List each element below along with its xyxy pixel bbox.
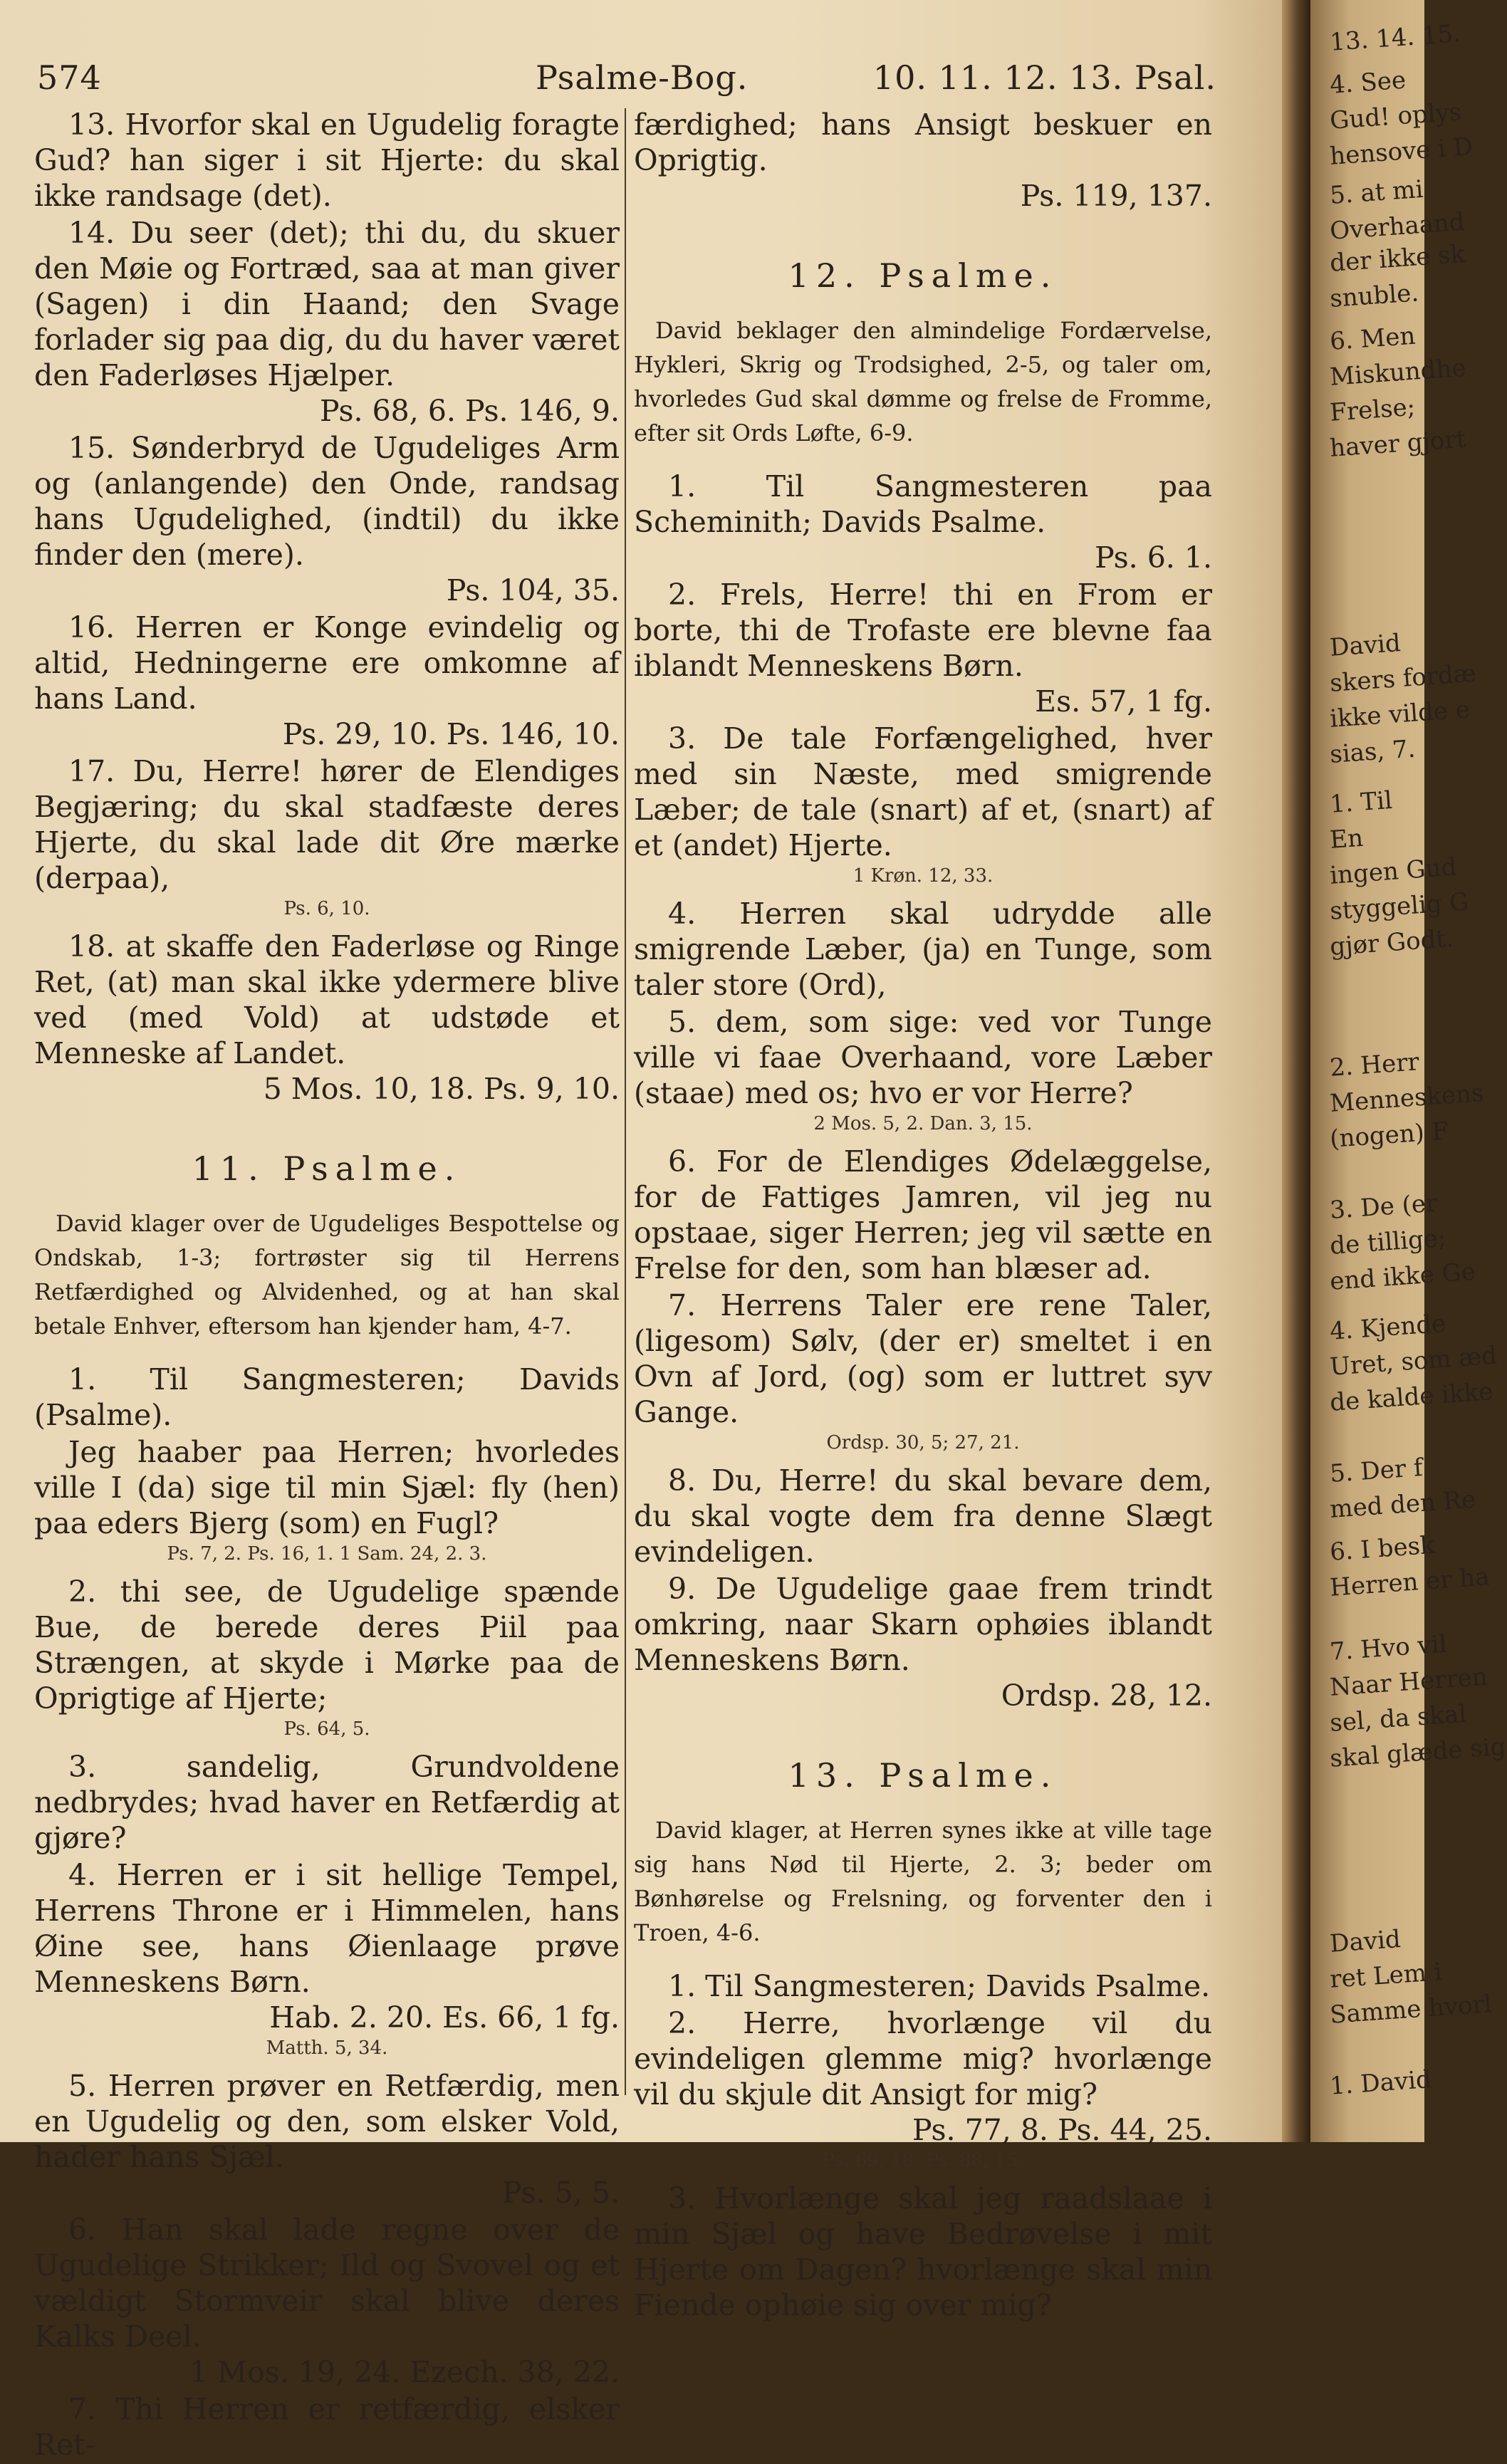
cross-reference: Ps. 69, 18. Ps. 88, 15. [822,2150,1024,2171]
cross-reference: Ordsp. 30, 5; 27, 21. [826,1432,1020,1453]
verse [34,430,620,608]
verse-reference: Ps. 29, 10. Ps. 146, 10. [282,717,620,751]
verse-text: 5. Herren prøver en Retfærdig, men en Ugudelig og den, som elsker Vold, hader hans Sjæl. [34,2069,620,2174]
next-page-fragment: 4. See [1329,66,1407,100]
psalm-11-title: 11. Psalme. [192,1149,462,1188]
verse-text: 6. Han skal lade regne over de Ugudelige Strikker; Ild og Svovel og et vældigt Stormveir skal blive deres Kalks Deel. [34,2213,620,2354]
next-page-fragment: styggelig G [1329,887,1470,926]
next-page-fragment: Miskundhe [1329,353,1467,392]
cross-reference: Ps. 6, 10. [283,898,370,919]
next-page-fragment: 7. Hvo vil [1329,1629,1448,1666]
verse-continuation [634,107,1212,214]
next-page-fragment: David [1329,1925,1402,1958]
verse-reference: Es. 57, 1 fg. [1035,684,1212,719]
verse-text: færdighed; hans Ansigt beskuer en Oprigtig. [634,108,1212,177]
column-divider [625,108,626,2095]
verse [34,610,620,752]
verse-reference: 1 Mos. 19, 24. Ezech. 38, 22. [189,2355,620,2389]
cross-reference: Ps. 64, 5. [283,1718,370,1740]
cross-reference: 1 Krøn. 12, 33. [852,865,994,887]
verse: 7. Thi Herren er retfærdig, elsker Ret- [34,2392,620,2462]
psalm-10-verses [34,107,620,1107]
verse-reference: Ps. 77, 8. Ps. 44, 25. [912,2113,1212,2147]
psalm-13-summary: David klager, at Herren synes ikke at ville tage sig hans Nød til Hjerte, 2. 3; beder om Bønhørelse og Frelsning, og forventer den i Troen, 4-6. [634,1817,1212,1946]
verse [34,2068,620,2210]
verse-text: 9. De Ugudelige gaae frem trindt omkring, naar Skarn ophøies iblandt Menneskens Børn. [634,1572,1212,1677]
next-page-fragment: 5. at mi [1329,174,1424,210]
next-page-fragment: skal glæde sig [1329,1732,1507,1773]
cross-reference: Matth. 5, 34. [266,2037,388,2059]
next-page-fragment: 6. I besk [1329,1530,1436,1567]
verse [634,1571,1212,1713]
next-page-fragment: end ikke Ge [1329,1257,1477,1296]
verse-text: 14. Du seer (det); thi du, du skuer den Møie og Fortræd, saa at man giver (Sagen) i din Haand; den Svage forlader sig paa dig, du du haver været den Faderløses Hjælper. [34,216,620,392]
next-page-fragment: 5. Der f [1329,1453,1424,1488]
verse: 4. Herren skal udrydde alle smigrende Læber, (ja) en Tunge, som taler store (Ord), [634,897,1212,1002]
verse: 5. dem, som sige: ved vor Tunge ville vi faae Overhaand, vore Læber (staae) med os; hvo er vor Herre? [634,1005,1212,1110]
verse: 1. Til Sangmesteren; Davids (Psalme). [34,1362,620,1432]
next-page-fragment: 13. 14. 15. [1329,19,1462,57]
verse-text: 13. Hvorfor skal en Ugudelig foragte Gud? han siger i sit Hjerte: du skal ikke randsage (det). [34,108,620,213]
verse-reference: 5 Mos. 10, 18. Ps. 9, 10. [263,1072,620,1106]
next-page-fragment: haver gjort [1329,424,1467,463]
next-page-fragment: sias, 7. [1329,734,1417,769]
verse-reference: Ps. 104, 35. [446,573,620,607]
psalm-11-summary: David klager over de Ugudeliges Bespottelse og Ondskab, 1-3; fortrøster sig til Herrens Retfærdighed og Alvidenhed, og at han skal betale Enhver, eftersom han kjender ham, 4-7. [34,1210,620,1340]
next-page-fragment: ikke vilde e [1329,695,1471,734]
verse: 8. Du, Herre! du skal bevare dem, du skal vogte dem fra denne Slægt evindeligen. [634,1463,1212,1569]
verse-reference: Ps. 6. 1. [1095,541,1212,575]
next-page-fragment: Samme hvorl [1329,1990,1493,2030]
verse [34,107,620,214]
next-page-fragment: ingen Gud [1329,852,1458,890]
verse [34,1857,620,2035]
verse [634,577,1212,719]
verse-reference: Ordsp. 28, 12. [1001,1679,1212,1713]
verse-reference: Ps. 119, 137. [1020,179,1212,213]
verse [34,215,620,429]
psalm-12-title: 12. Psalme. [788,256,1058,295]
verse: 1. Til Sangmesteren; Davids Psalme. [668,1969,1211,2003]
next-page-fragment: sel, da skal [1329,1699,1468,1738]
verse-text: 16. Herren er Konge evindelig og altid, Hedningerne ere omkomne af hans Land. [34,610,620,716]
next-page-fragment: med den Re [1329,1485,1477,1524]
next-page-fragment: Herren er ha [1329,1562,1491,1602]
verse-text: 17. Du, Herre! hører de Elendiges Begjæring; du skal stadfæste deres Hjerte, du skal lade dit Øre mærke (derpaa), [34,754,620,895]
next-page-fragment: 3. De (er [1329,1189,1439,1225]
page-number: 574 [37,58,102,97]
verse [34,2212,620,2390]
verse [34,753,620,896]
book-page-right-edge [1310,0,1507,2142]
next-page-fragment: En [1329,823,1365,855]
next-page-fragment: Overhaand [1329,207,1466,246]
next-page-fragment: Frelse; [1329,392,1417,427]
running-title: Psalme-Bog. [536,58,749,97]
verse-text: 15. Sønderbryd de Ugudeliges Arm og (anlangende) den Onde, randsag hans Ugudelighed, (indtil) du ikke finder den (mere). [34,431,620,572]
verse: 3. sandelig, Grundvoldene nedbrydes; hvad haver en Retfærdig at gjøre? [34,1750,620,1855]
verse: 6. For de Elendiges Ødelæggelse, for de Fattiges Jamren, vil jeg nu opstaae, siger Herren; jeg vil sætte en Frelse for den, som han blæser ad. [634,1144,1212,1285]
verse: 2. thi see, de Ugudelige spænde Bue, de berede deres Piil paa Strængen, at skyde i Mørke paa de Oprigtige af Hjerte; [34,1575,620,1716]
left-column [34,107,620,2464]
verse [634,469,1212,575]
verse-reference: Ps. 68, 6. Ps. 146, 9. [319,394,620,428]
book-gutter [1282,0,1310,2142]
next-page-fragment: 1. Til [1329,785,1394,819]
next-page-fragment: 4. Kjende [1329,1309,1447,1346]
verse-reference: Hab. 2. 20. Es. 66, 1 fg. [269,2000,620,2035]
psalm-13-title: 13. Psalme. [788,1756,1058,1795]
next-page-fragment: (nogen) F [1329,1117,1450,1154]
next-page-fragment: ret Lem i [1329,1958,1443,1994]
verse-text: 4. Herren er i sit hellige Tempel, Herrens Throne er i Himmelen, hans Øine see, hans Øienlaage prøve Menneskens Børn. [34,1858,620,1999]
next-page-fragment: Menneskens [1329,1078,1485,1118]
next-page-fragment: 1. David [1329,2065,1433,2101]
next-page-fragment: Naar Herren [1329,1662,1488,1702]
psalm-range-header: 10. 11. 12. 13. Psal. [872,58,1216,97]
psalm-12-summary: David beklager den almindelige Fordærvelse, Hykleri, Skrig og Trodsighed, 2-5, og taler om, hvorledes Gud skal dømme og frelse de Fromme, efter sit Ords Løfte, 6-9. [634,317,1212,447]
next-page-fragment: hensove i D [1329,132,1474,171]
next-page-fragment: der ikke sk [1329,239,1466,278]
cross-reference: Ps. 7, 2. Ps. 16, 1. 1 Sam. 24, 2. 3. [167,1543,487,1565]
verse-text: 2. Frels, Herre! thi en From er borte, thi de Trofaste ere blevne faa iblandt Menneskens Børn. [634,578,1212,683]
verse-reference: Ps. 5, 5. [502,2176,620,2210]
next-page-fragment: David [1329,629,1402,662]
next-page-fragment: Uret, som æd [1329,1341,1498,1382]
verse [634,2005,1212,2148]
verse [34,929,620,1107]
next-page-fragment: Gud! oplys [1329,98,1463,135]
verse-text: 2. Herre, hvorlænge vil du evindeligen glemme mig? hvorlænge vil du skjule dit Ansigt for mig? [634,2006,1212,2111]
next-page-fragment: 6. Men [1329,321,1417,356]
cross-reference: 2 Mos. 5, 2. Dan. 3, 15. [813,1113,1033,1134]
verse: 3. De tale Forfængelighed, hver med sin Næste, med smigrende Læber; de tale (snart) af et, (snart) af et (andet) Hjerte. [634,721,1212,862]
next-page-fragment: snuble. [1329,278,1420,313]
verse-text: 18. at skaffe den Faderløse og Ringe Ret, (at) man skal ikke ydermere blive ved (med Vold) at udstøde et Menneske af Landet. [34,929,620,1070]
right-column [634,107,1212,2324]
verse: 7. Herrens Taler ere rene Taler, (ligesom) Sølv, (der er) smeltet i en Ovn af Jord, (og) som er luttret syv Gange. [634,1288,1212,1429]
verse-text: 1. Til Sangmesteren paa Scheminith; Davids Psalme. [634,469,1212,539]
verse: 3. Hvorlænge skal jeg raadslaae i min Sjæl og have Bedrøvelse i mit Hjerte om Dagen? hvorlænge skal min Fiende ophøie sig over mig? [634,2181,1212,2322]
next-page-fragment: gjør Godt. [1329,924,1455,961]
next-page-fragment: de tillige; [1329,1223,1447,1260]
next-page-fragment: de kalde ikke [1329,1377,1494,1417]
next-page-fragment: 2. Herr [1329,1048,1421,1082]
verse: Jeg haaber paa Herren; hvorledes ville I (da) sige til min Sjæl: fly (hen) paa eders Bjerg (som) en Fugl? [34,1435,620,1540]
next-page-fragment: skers fordæ [1329,659,1478,698]
